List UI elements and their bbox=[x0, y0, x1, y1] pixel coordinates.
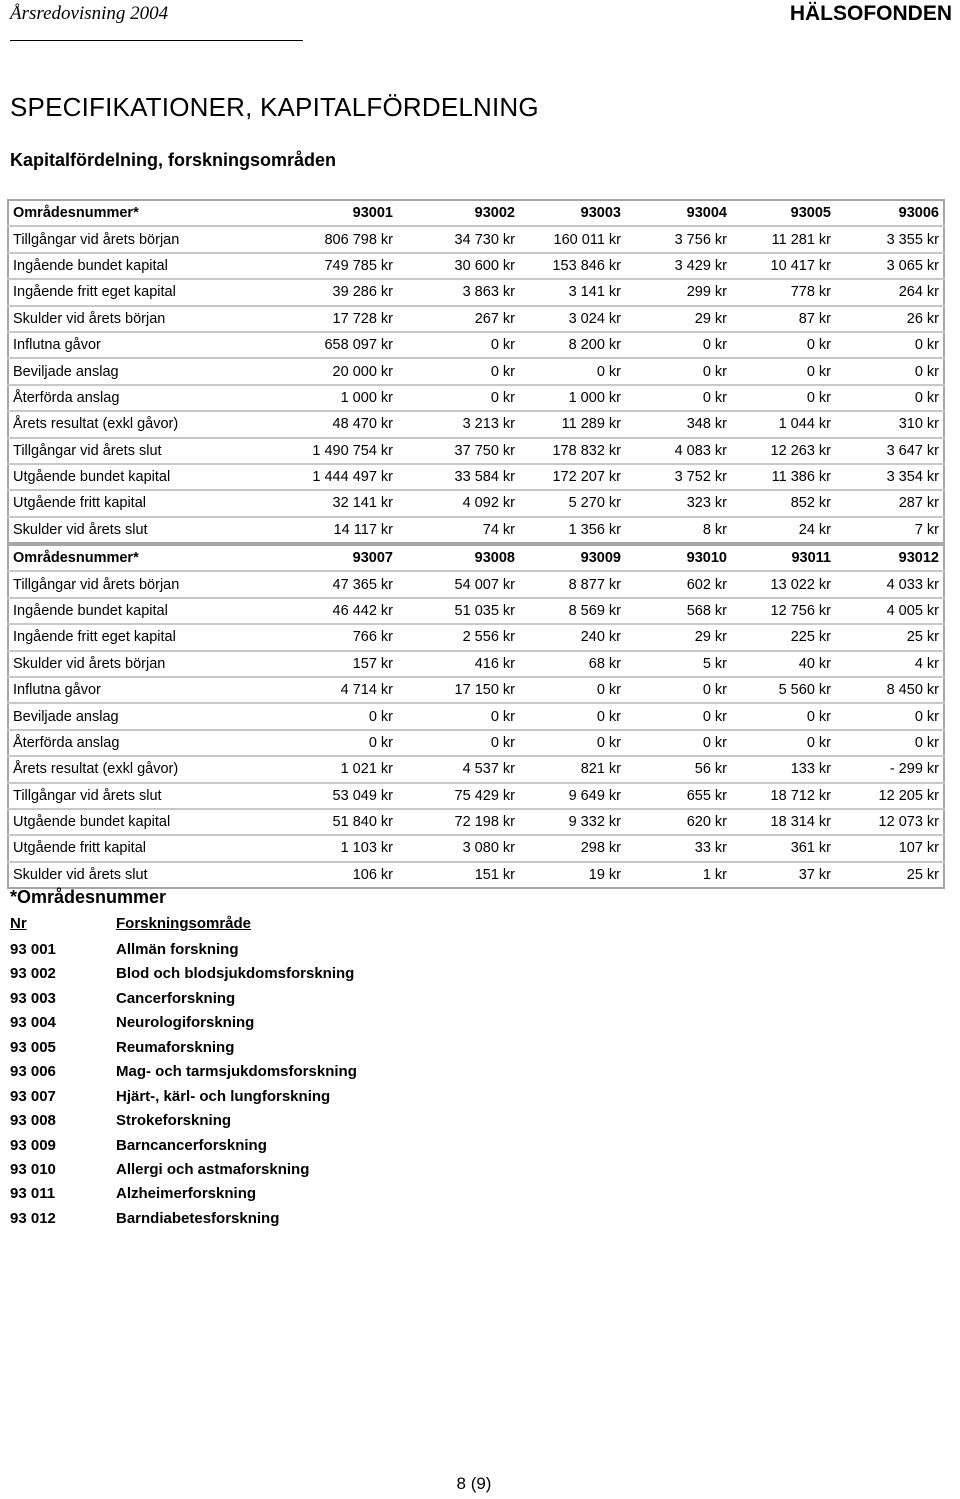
table-cell: 12 205 kr bbox=[835, 783, 944, 809]
table-cell: 51 840 kr bbox=[254, 809, 397, 835]
table-cell: 10 417 kr bbox=[731, 253, 835, 279]
table-cell: 1 000 kr bbox=[519, 385, 625, 411]
table-cell: 0 kr bbox=[625, 358, 731, 384]
table-cell: 18 314 kr bbox=[731, 809, 835, 835]
table-cell: 51 035 kr bbox=[397, 598, 519, 624]
table-cell: 0 kr bbox=[397, 730, 519, 756]
table-cell: 0 kr bbox=[731, 385, 835, 411]
legend-header-area: Forskningsområde bbox=[116, 915, 252, 932]
section-title: Kapitalfördelning, forskningsområden bbox=[10, 150, 337, 170]
table-cell: 0 kr bbox=[625, 385, 731, 411]
table-cell: 47 365 kr bbox=[254, 571, 397, 597]
capital-table-1 bbox=[7, 199, 945, 544]
table-cell: 160 011 kr bbox=[519, 226, 625, 252]
row-label: Skulder vid årets slut bbox=[8, 862, 254, 888]
table-cell: 24 kr bbox=[731, 517, 835, 543]
table-cell: 2 556 kr bbox=[397, 624, 519, 650]
column-header: 93010 bbox=[686, 550, 727, 567]
column-header: 93005 bbox=[790, 205, 831, 222]
table-cell: 5 560 kr bbox=[731, 677, 835, 703]
legend-title: *Områdesnummer bbox=[10, 887, 167, 907]
table-cell: 133 kr bbox=[731, 756, 835, 782]
table-cell: 37 750 kr bbox=[397, 438, 519, 464]
row-label: Årets resultat (exkl gåvor) bbox=[8, 411, 254, 437]
table-cell: 3 647 kr bbox=[835, 438, 944, 464]
table-row bbox=[8, 783, 944, 809]
table-cell: 0 kr bbox=[397, 703, 519, 729]
table-cell: 40 kr bbox=[731, 651, 835, 677]
column-header: 93012 bbox=[898, 550, 939, 567]
table-cell: 8 877 kr bbox=[519, 571, 625, 597]
table-cell: 361 kr bbox=[731, 835, 835, 861]
legend-item bbox=[10, 1085, 510, 1109]
legend-item-number: 93 007 bbox=[10, 1087, 56, 1105]
row-label: Beviljade anslag bbox=[8, 703, 254, 729]
table-cell: 620 kr bbox=[625, 809, 731, 835]
table-cell: 323 kr bbox=[625, 490, 731, 516]
table-cell: - 299 kr bbox=[835, 756, 944, 782]
legend-item-number: 93 006 bbox=[10, 1063, 56, 1081]
capital-table-2-body bbox=[8, 545, 944, 888]
table-cell: 172 207 kr bbox=[519, 464, 625, 490]
legend-item bbox=[10, 987, 510, 1011]
table-cell: 1 444 497 kr bbox=[254, 464, 397, 490]
table-cell: 46 442 kr bbox=[254, 598, 397, 624]
table-header-row bbox=[8, 545, 944, 571]
organization-name: HÄLSOFONDEN bbox=[789, 2, 952, 25]
table-cell: 1 000 kr bbox=[254, 385, 397, 411]
legend-item-number: 93 003 bbox=[10, 989, 56, 1007]
legend-item-area: Allmän forskning bbox=[116, 941, 239, 958]
table-cell: 56 kr bbox=[625, 756, 731, 782]
column-header: 93008 bbox=[474, 550, 515, 567]
row-label: Återförda anslag bbox=[8, 730, 254, 756]
table-cell: 8 569 kr bbox=[519, 598, 625, 624]
table-cell: 0 kr bbox=[835, 358, 944, 384]
table-cell: 3 141 kr bbox=[519, 279, 625, 305]
table-cell: 0 kr bbox=[397, 385, 519, 411]
table-cell: 75 429 kr bbox=[397, 783, 519, 809]
table-cell: 18 712 kr bbox=[731, 783, 835, 809]
table-cell: 287 kr bbox=[835, 490, 944, 516]
table-cell: 1 kr bbox=[625, 862, 731, 888]
table-cell: 658 097 kr bbox=[254, 332, 397, 358]
legend-item-area: Barncancerforskning bbox=[116, 1136, 267, 1154]
table-cell: 48 470 kr bbox=[254, 411, 397, 437]
table-cell: 33 584 kr bbox=[397, 464, 519, 490]
header-divider bbox=[10, 40, 303, 41]
row-label: Områdesnummer* bbox=[13, 550, 139, 567]
table-cell: 766 kr bbox=[254, 624, 397, 650]
table-cell: 3 752 kr bbox=[625, 464, 731, 490]
table-cell: 0 kr bbox=[254, 703, 397, 729]
legend-item-number: 93 010 bbox=[10, 1160, 56, 1178]
table-cell: 4 537 kr bbox=[397, 756, 519, 782]
table-cell: 0 kr bbox=[835, 385, 944, 411]
row-label: Utgående fritt kapital bbox=[8, 835, 254, 861]
table-row bbox=[8, 598, 944, 624]
table-row bbox=[8, 730, 944, 756]
table-cell: 0 kr bbox=[731, 332, 835, 358]
table-row bbox=[8, 703, 944, 729]
table-cell: 19 kr bbox=[519, 862, 625, 888]
table-cell: 8 kr bbox=[625, 517, 731, 543]
table-cell: 33 kr bbox=[625, 835, 731, 861]
table-cell: 0 kr bbox=[835, 730, 944, 756]
row-label: Ingående fritt eget kapital bbox=[8, 624, 254, 650]
table-row bbox=[8, 358, 944, 384]
table-cell: 178 832 kr bbox=[519, 438, 625, 464]
table-cell: 0 kr bbox=[625, 677, 731, 703]
legend-item-area: Hjärt-, kärl- och lungforskning bbox=[116, 1087, 331, 1105]
table-row bbox=[8, 385, 944, 411]
table-cell: 3 429 kr bbox=[625, 253, 731, 279]
table-cell: 87 kr bbox=[731, 306, 835, 332]
legend-item-area: Allergi och astmaforskning bbox=[116, 1160, 310, 1178]
report-year-header: Årsredovisning 2004 bbox=[10, 3, 169, 24]
table-cell: 299 kr bbox=[625, 279, 731, 305]
row-label: Tillgångar vid årets slut bbox=[8, 783, 254, 809]
table-cell: 4 092 kr bbox=[397, 490, 519, 516]
table-row bbox=[8, 571, 944, 597]
capital-table-1-body bbox=[8, 200, 944, 543]
table-cell: 4 005 kr bbox=[835, 598, 944, 624]
row-label: Tillgångar vid årets början bbox=[8, 226, 254, 252]
row-label: Skulder vid årets början bbox=[8, 306, 254, 332]
table-cell: 4 714 kr bbox=[254, 677, 397, 703]
row-label: Utgående bundet kapital bbox=[8, 464, 254, 490]
table-cell: 602 kr bbox=[625, 571, 731, 597]
table-cell: 0 kr bbox=[625, 703, 731, 729]
table-cell: 821 kr bbox=[519, 756, 625, 782]
legend-item-area: Strokeforskning bbox=[116, 1112, 232, 1130]
legend-item-area: Blod och blodsjukdomsforskning bbox=[116, 965, 355, 983]
table-cell: 225 kr bbox=[731, 624, 835, 650]
table-row bbox=[8, 226, 944, 252]
table-cell: 1 490 754 kr bbox=[254, 438, 397, 464]
table-row bbox=[8, 490, 944, 516]
row-label: Ingående bundet kapital bbox=[8, 598, 254, 624]
table-row bbox=[8, 835, 944, 861]
table-cell: 11 281 kr bbox=[731, 226, 835, 252]
row-label: Årets resultat (exkl gåvor) bbox=[8, 756, 254, 782]
table-cell: 0 kr bbox=[625, 332, 731, 358]
table-cell: 54 007 kr bbox=[397, 571, 519, 597]
table-row bbox=[8, 332, 944, 358]
row-label: Utgående bundet kapital bbox=[8, 809, 254, 835]
page-title: SPECIFIKATIONER, KAPITALFÖRDELNING bbox=[10, 92, 539, 122]
table-cell: 655 kr bbox=[625, 783, 731, 809]
table-cell: 310 kr bbox=[835, 411, 944, 437]
row-label: Skulder vid årets slut bbox=[8, 517, 254, 543]
table-cell: 3 355 kr bbox=[835, 226, 944, 252]
legend-item bbox=[10, 1134, 510, 1158]
table-cell: 1 021 kr bbox=[254, 756, 397, 782]
table-cell: 3 354 kr bbox=[835, 464, 944, 490]
table-cell: 20 000 kr bbox=[254, 358, 397, 384]
table-row bbox=[8, 677, 944, 703]
legend-item bbox=[10, 1011, 510, 1035]
column-header: 93006 bbox=[898, 205, 939, 222]
table-cell: 267 kr bbox=[397, 306, 519, 332]
table-cell: 14 117 kr bbox=[254, 517, 397, 543]
row-label: Skulder vid årets början bbox=[8, 651, 254, 677]
table-cell: 0 kr bbox=[397, 332, 519, 358]
table-cell: 25 kr bbox=[835, 862, 944, 888]
legend-header-nr: Nr bbox=[10, 915, 27, 932]
legend-item-area: Alzheimerforskning bbox=[116, 1185, 257, 1203]
table-cell: 26 kr bbox=[835, 306, 944, 332]
table-cell: 11 289 kr bbox=[519, 411, 625, 437]
table-cell: 107 kr bbox=[835, 835, 944, 861]
row-label: Ingående fritt eget kapital bbox=[8, 279, 254, 305]
table-cell: 416 kr bbox=[397, 651, 519, 677]
table-cell: 1 044 kr bbox=[731, 411, 835, 437]
table-cell: 8 200 kr bbox=[519, 332, 625, 358]
legend-item bbox=[10, 1109, 510, 1133]
table-cell: 11 386 kr bbox=[731, 464, 835, 490]
table-cell: 0 kr bbox=[519, 358, 625, 384]
table-cell: 0 kr bbox=[519, 703, 625, 729]
table-row bbox=[8, 306, 944, 332]
row-label: Utgående fritt kapital bbox=[8, 490, 254, 516]
table-cell: 568 kr bbox=[625, 598, 731, 624]
table-cell: 0 kr bbox=[254, 730, 397, 756]
capital-table-2 bbox=[7, 544, 945, 889]
table-cell: 29 kr bbox=[625, 624, 731, 650]
column-header: 93011 bbox=[791, 550, 831, 567]
table-cell: 72 198 kr bbox=[397, 809, 519, 835]
table-cell: 53 049 kr bbox=[254, 783, 397, 809]
table-cell: 157 kr bbox=[254, 651, 397, 677]
legend-item-area: Barndiabetesforskning bbox=[116, 1209, 280, 1227]
legend-item bbox=[10, 938, 510, 962]
row-label: Ingående bundet kapital bbox=[8, 253, 254, 279]
table-cell: 12 263 kr bbox=[731, 438, 835, 464]
table-row bbox=[8, 809, 944, 835]
legend-item bbox=[10, 1060, 510, 1084]
table-row bbox=[8, 411, 944, 437]
legend-item-area: Cancerforskning bbox=[116, 989, 236, 1007]
table-cell: 32 141 kr bbox=[254, 490, 397, 516]
table-cell: 0 kr bbox=[835, 703, 944, 729]
page-number: 8 (9) bbox=[456, 1474, 492, 1493]
table-cell: 9 332 kr bbox=[519, 809, 625, 835]
table-cell: 13 022 kr bbox=[731, 571, 835, 597]
legend-item bbox=[10, 1182, 510, 1206]
table-cell: 17 150 kr bbox=[397, 677, 519, 703]
table-cell: 1 356 kr bbox=[519, 517, 625, 543]
legend-item-number: 93 012 bbox=[10, 1209, 56, 1227]
column-header: 93007 bbox=[352, 550, 393, 567]
table-row bbox=[8, 253, 944, 279]
table-cell: 0 kr bbox=[731, 730, 835, 756]
legend-item-number: 93 005 bbox=[10, 1038, 56, 1056]
table-row bbox=[8, 279, 944, 305]
legend-item-area: Neurologiforskning bbox=[116, 1014, 255, 1032]
column-header: 93001 bbox=[352, 205, 393, 222]
table-cell: 3 213 kr bbox=[397, 411, 519, 437]
table-header-row bbox=[8, 200, 944, 226]
table-cell: 3 080 kr bbox=[397, 835, 519, 861]
table-cell: 1 103 kr bbox=[254, 835, 397, 861]
table-row bbox=[8, 464, 944, 490]
column-header: 93004 bbox=[686, 205, 727, 222]
table-cell: 12 756 kr bbox=[731, 598, 835, 624]
table-cell: 68 kr bbox=[519, 651, 625, 677]
table-cell: 806 798 kr bbox=[254, 226, 397, 252]
table-cell: 34 730 kr bbox=[397, 226, 519, 252]
table-cell: 9 649 kr bbox=[519, 783, 625, 809]
table-cell: 264 kr bbox=[835, 279, 944, 305]
row-label: Tillgångar vid årets början bbox=[8, 571, 254, 597]
table-cell: 74 kr bbox=[397, 517, 519, 543]
table-cell: 0 kr bbox=[397, 358, 519, 384]
table-cell: 852 kr bbox=[731, 490, 835, 516]
legend-item-number: 93 001 bbox=[10, 941, 56, 958]
legend-item-number: 93 011 bbox=[10, 1185, 56, 1203]
table-cell: 153 846 kr bbox=[519, 253, 625, 279]
table-cell: 39 286 kr bbox=[254, 279, 397, 305]
table-row bbox=[8, 438, 944, 464]
row-label: Influtna gåvor bbox=[8, 677, 254, 703]
table-cell: 298 kr bbox=[519, 835, 625, 861]
table-cell: 29 kr bbox=[625, 306, 731, 332]
table-cell: 17 728 kr bbox=[254, 306, 397, 332]
table-cell: 0 kr bbox=[519, 730, 625, 756]
table-cell: 30 600 kr bbox=[397, 253, 519, 279]
table-cell: 3 863 kr bbox=[397, 279, 519, 305]
table-cell: 12 073 kr bbox=[835, 809, 944, 835]
legend-item bbox=[10, 1036, 510, 1060]
table-cell: 151 kr bbox=[397, 862, 519, 888]
table-cell: 37 kr bbox=[731, 862, 835, 888]
table-cell: 25 kr bbox=[835, 624, 944, 650]
row-label: Beviljade anslag bbox=[8, 358, 254, 384]
table-cell: 7 kr bbox=[835, 517, 944, 543]
table-row bbox=[8, 862, 944, 888]
table-cell: 0 kr bbox=[519, 677, 625, 703]
table-cell: 0 kr bbox=[731, 703, 835, 729]
legend-item-number: 93 008 bbox=[10, 1112, 56, 1130]
table-cell: 5 270 kr bbox=[519, 490, 625, 516]
table-cell: 4 033 kr bbox=[835, 571, 944, 597]
table-cell: 4 kr bbox=[835, 651, 944, 677]
table-row bbox=[8, 624, 944, 650]
table-cell: 0 kr bbox=[731, 358, 835, 384]
legend-item bbox=[10, 962, 510, 986]
table-row bbox=[8, 651, 944, 677]
legend-item-area: Mag- och tarmsjukdomsforskning bbox=[116, 1063, 357, 1081]
table-cell: 348 kr bbox=[625, 411, 731, 437]
legend-item-area: Reumaforskning bbox=[116, 1038, 235, 1056]
table-cell: 0 kr bbox=[625, 730, 731, 756]
legend-item bbox=[10, 1158, 510, 1182]
legend-item-number: 93 002 bbox=[10, 965, 56, 983]
table-cell: 3 065 kr bbox=[835, 253, 944, 279]
table-row bbox=[8, 756, 944, 782]
table-row bbox=[8, 517, 944, 543]
table-cell: 4 083 kr bbox=[625, 438, 731, 464]
row-label: Områdesnummer* bbox=[13, 205, 139, 222]
legend-item bbox=[10, 1207, 510, 1231]
table-cell: 3 756 kr bbox=[625, 226, 731, 252]
table-cell: 0 kr bbox=[835, 332, 944, 358]
legend-item-number: 93 004 bbox=[10, 1014, 56, 1032]
table-cell: 3 024 kr bbox=[519, 306, 625, 332]
table-cell: 778 kr bbox=[731, 279, 835, 305]
table-cell: 749 785 kr bbox=[254, 253, 397, 279]
table-cell: 106 kr bbox=[254, 862, 397, 888]
legend-item-number: 93 009 bbox=[10, 1136, 56, 1154]
row-label: Influtna gåvor bbox=[8, 332, 254, 358]
column-header: 93002 bbox=[474, 205, 515, 222]
table-cell: 5 kr bbox=[625, 651, 731, 677]
row-label: Tillgångar vid årets slut bbox=[8, 438, 254, 464]
table-cell: 8 450 kr bbox=[835, 677, 944, 703]
legend-list bbox=[10, 938, 510, 1231]
column-header: 93009 bbox=[580, 550, 621, 567]
table-cell: 240 kr bbox=[519, 624, 625, 650]
row-label: Återförda anslag bbox=[8, 385, 254, 411]
column-header: 93003 bbox=[580, 205, 621, 222]
